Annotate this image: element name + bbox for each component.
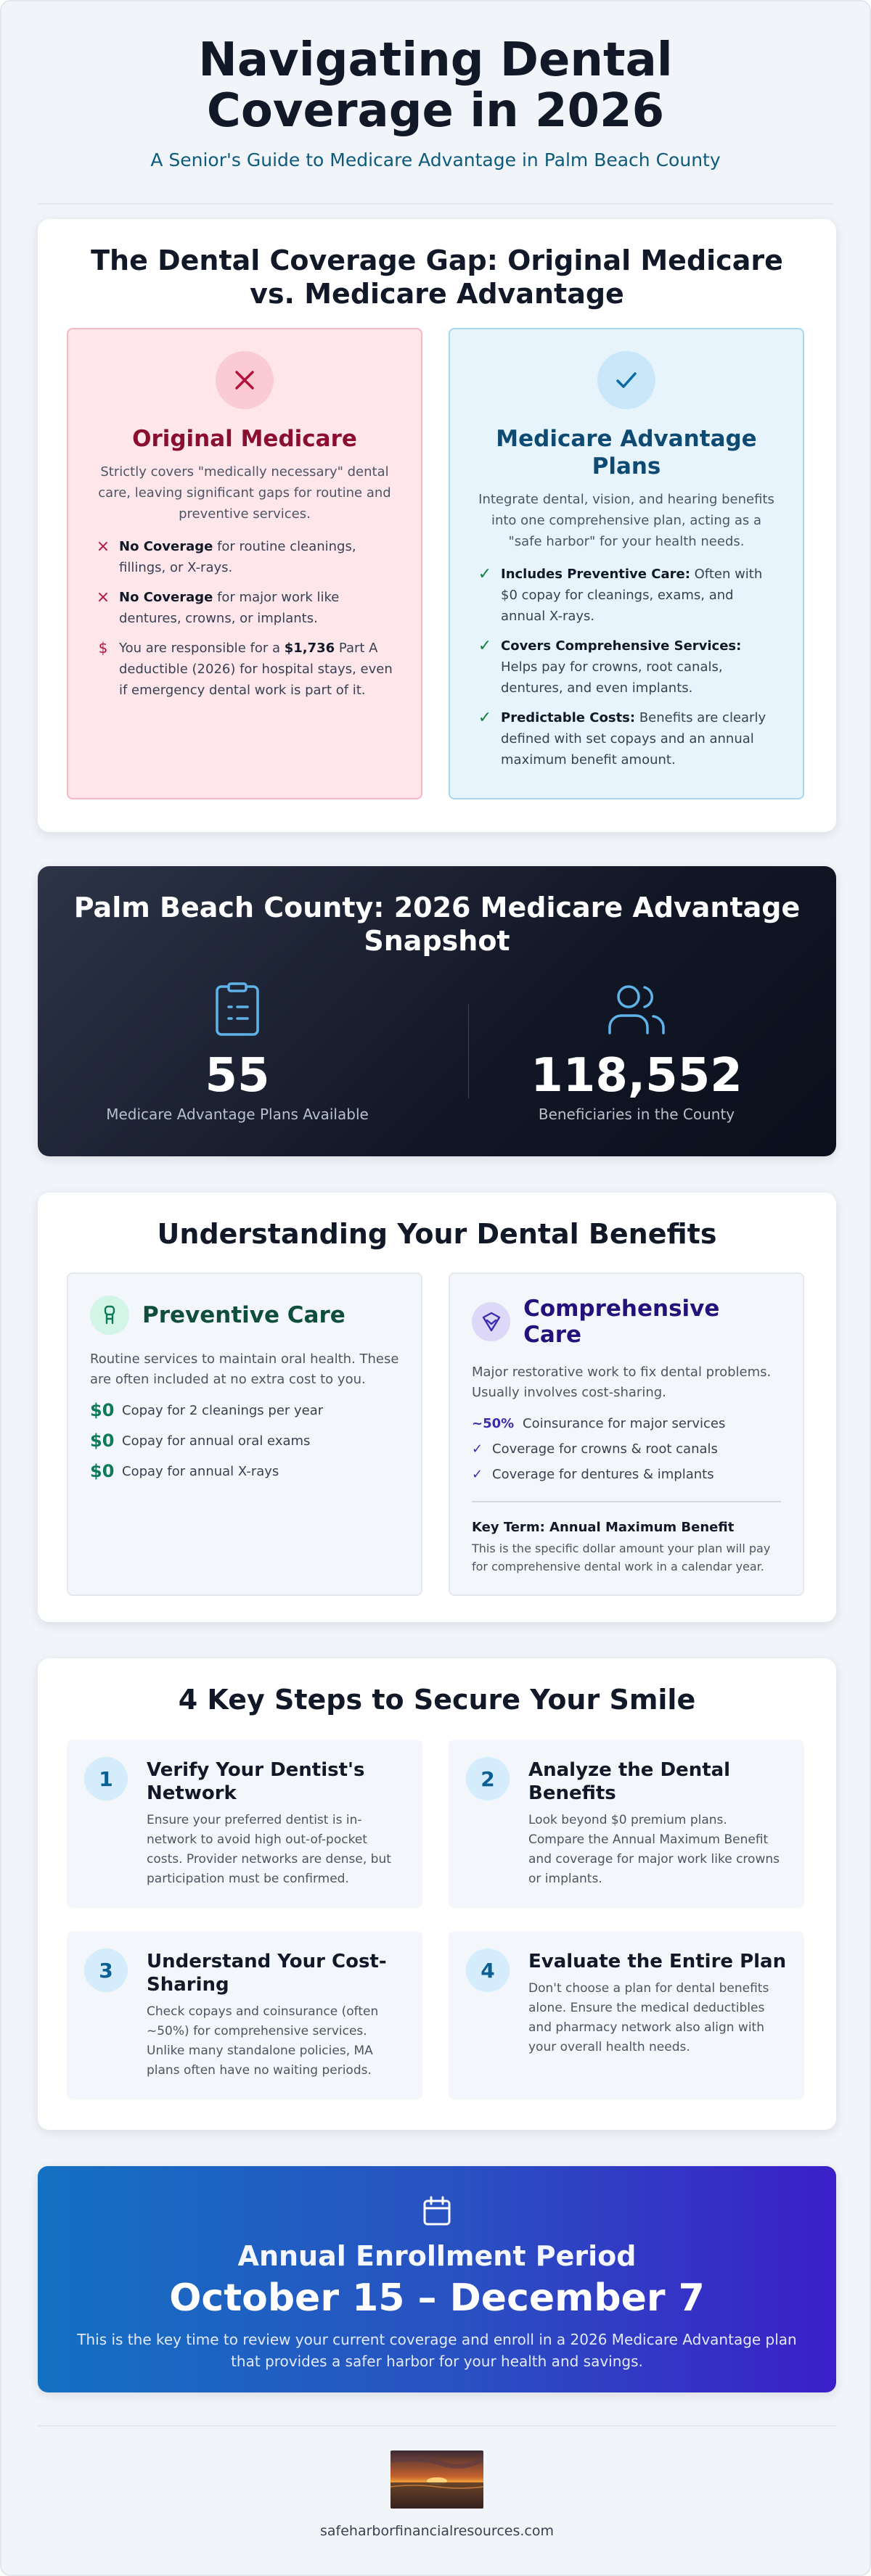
header	[1, 1, 870, 170]
step-description: Don't choose a plan for dental benefits alone. Ensure the medical deductibles and pharmacy network also align with your overall health needs.	[528, 1981, 769, 2054]
clipboard-list-icon	[214, 982, 261, 1036]
benefit-row	[472, 1467, 781, 1482]
item-bold: Includes Preventive Care:	[501, 567, 690, 582]
benefit-text: Coverage for dentures & implants	[492, 1467, 714, 1482]
divider	[472, 1501, 781, 1502]
check-icon	[597, 351, 655, 409]
benefit-text: Copay for 2 cleanings per year	[122, 1402, 324, 1418]
benefit-row	[472, 1441, 781, 1457]
check-icon: ✓	[472, 1467, 483, 1482]
x-icon: ×	[96, 588, 110, 606]
card-title: Preventive Care	[142, 1302, 345, 1328]
list-item	[94, 587, 395, 629]
item-bold: No Coverage	[119, 539, 213, 554]
step-description: Check copays and coinsurance (often ~50%) for comprehensive services. Unlike many standalone policies, MA plans often have no waiting periods.	[147, 2004, 379, 2078]
column-description: Strictly covers "medically necessary" dental care, leaving significant gaps for routine and preventive services.	[98, 464, 391, 522]
check-icon: ✓	[478, 637, 492, 655]
benefit-text: Coverage for crowns & root canals	[492, 1441, 718, 1457]
benefit-text: Copay for annual X-rays	[122, 1463, 279, 1479]
check-icon: ✓	[478, 709, 492, 727]
item-text: Part A deductible (2026) for hospital stays, even if emergency dental work is part of it.	[119, 641, 393, 698]
footer-website: safeharborfinancialresources.com	[320, 2523, 554, 2539]
step-title: Analyze the Dental Benefits	[528, 1759, 731, 1804]
step-title: Understand Your Cost-Sharing	[147, 1951, 387, 1996]
benefit-amount: $0	[90, 1461, 115, 1481]
preventive-care-card	[67, 1272, 422, 1596]
original-medicare-column	[67, 328, 422, 799]
coverage-gap-section	[38, 219, 836, 832]
stat-value: 118,552	[531, 1049, 743, 1103]
list-item	[94, 536, 395, 578]
check-icon: ✓	[478, 565, 492, 583]
stat-beneficiaries	[437, 982, 836, 1123]
stat-value: 55	[205, 1049, 270, 1103]
enrollment-dates: October 15 – December 7	[169, 2276, 705, 2320]
key-term-title: Key Term: Annual Maximum Benefit	[472, 1520, 735, 1535]
medicare-advantage-column	[449, 328, 804, 799]
benefit-amount: ~50%	[472, 1416, 515, 1431]
step-card	[67, 1740, 422, 1908]
benefit-text: Coinsurance for major services	[523, 1416, 726, 1431]
step-number: 2	[466, 1757, 510, 1801]
card-title: Comprehensive Care	[523, 1296, 720, 1348]
step-title: Verify Your Dentist's Network	[147, 1759, 365, 1804]
sunset-logo	[390, 2451, 483, 2509]
list-item	[94, 638, 395, 701]
x-icon: ×	[96, 538, 110, 556]
step-card	[449, 1931, 804, 2099]
benefit-row	[90, 1461, 399, 1481]
column-description: Integrate dental, vision, and hearing benefits into one comprehensive plan, acting as a "safe harbor" for your health needs.	[478, 492, 774, 549]
benefit-text: Copay for annual oral exams	[122, 1433, 311, 1449]
item-text: for major work like dentures, crowns, or implants.	[119, 590, 340, 626]
shield-icon	[472, 1302, 510, 1341]
list-item	[476, 564, 777, 627]
users-icon	[607, 982, 666, 1036]
item-pre: You are responsible for a	[119, 641, 285, 656]
enrollment-banner	[38, 2166, 836, 2392]
dollar-icon: $	[98, 639, 108, 657]
step-number: 4	[466, 1949, 510, 1992]
header-divider	[38, 203, 833, 205]
step-title: Evaluate the Entire Plan	[528, 1951, 787, 1972]
section-title: Understanding Your Dental Benefits	[157, 1218, 717, 1250]
step-card	[67, 1931, 422, 2099]
step-number: 1	[84, 1757, 128, 1801]
item-bold: No Coverage	[119, 590, 213, 605]
benefit-amount: $0	[90, 1400, 115, 1420]
item-bold: $1,736	[284, 641, 335, 656]
county-snapshot-section	[38, 866, 836, 1156]
benefit-row	[90, 1400, 399, 1420]
item-bold: Covers Comprehensive Services:	[501, 638, 742, 654]
step-number: 3	[84, 1949, 128, 1992]
footer-divider	[38, 2425, 836, 2427]
item-text: Helps pay for crowns, root canals, dentures, and even implants.	[501, 659, 723, 696]
stat-label: Beneficiaries in the County	[538, 1106, 735, 1123]
column-title: Medicare Advantage Plans	[496, 426, 757, 480]
stat-label: Medicare Advantage Plans Available	[106, 1106, 369, 1123]
benefit-amount: $0	[90, 1431, 115, 1451]
page-subtitle: A Senior's Guide to Medicare Advantage in Palm Beach County	[150, 149, 721, 170]
section-title: Palm Beach County: 2026 Medicare Advantage Snapshot	[73, 892, 801, 957]
step-description: Look beyond $0 premium plans. Compare the Annual Maximum Benefit and coverage for major work like crowns or implants.	[528, 1813, 780, 1886]
item-text: Benefits are clearly defined with set copays and an annual maximum benefit amount.	[501, 710, 766, 768]
calendar-icon	[421, 2195, 453, 2227]
page-title: Navigating Dental Coverage in 2026	[198, 33, 673, 138]
coverage-list	[476, 564, 777, 770]
list-item	[476, 635, 777, 699]
tooth-icon	[90, 1296, 129, 1335]
list-item	[476, 707, 777, 770]
key-steps-section	[38, 1658, 836, 2130]
close-icon	[216, 351, 274, 409]
comprehensive-care-card	[449, 1272, 804, 1596]
coverage-list	[94, 536, 395, 701]
item-text: for routine cleanings, fillings, or X-rays.	[119, 539, 356, 575]
section-title: 4 Key Steps to Secure Your Smile	[178, 1684, 696, 1716]
enrollment-title: Annual Enrollment Period	[237, 2240, 637, 2272]
benefit-row	[472, 1416, 781, 1431]
stat-plans	[38, 982, 437, 1123]
dental-benefits-section	[38, 1193, 836, 1622]
check-icon: ✓	[472, 1441, 483, 1457]
item-bold: Predictable Costs:	[501, 710, 636, 725]
benefit-row	[90, 1431, 399, 1451]
enrollment-description: This is the key time to review your current coverage and enroll in a 2026 Medicare Advantage plan that provides a safer harbor for your health and savings.	[77, 2331, 797, 2370]
section-title: The Dental Coverage Gap: Original Medicare vs. Medicare Advantage	[91, 244, 783, 310]
card-description: Routine services to maintain oral health. These are often included at no extra cost to you.	[90, 1351, 399, 1387]
step-card	[449, 1740, 804, 1908]
step-description: Ensure your preferred dentist is in-network to avoid high out-of-pocket costs. Provider networks are dense, but participation must be confirmed.	[147, 1813, 391, 1886]
item-text: Often with $0 copay for cleanings, exams, and annual X-rays.	[501, 567, 763, 624]
key-term-description: This is the specific dollar amount your plan will pay for comprehensive dental work in a calendar year.	[472, 1542, 771, 1573]
card-description: Major restorative work to fix dental problems. Usually involves cost-sharing.	[472, 1365, 772, 1400]
column-title: Original Medicare	[132, 426, 357, 452]
